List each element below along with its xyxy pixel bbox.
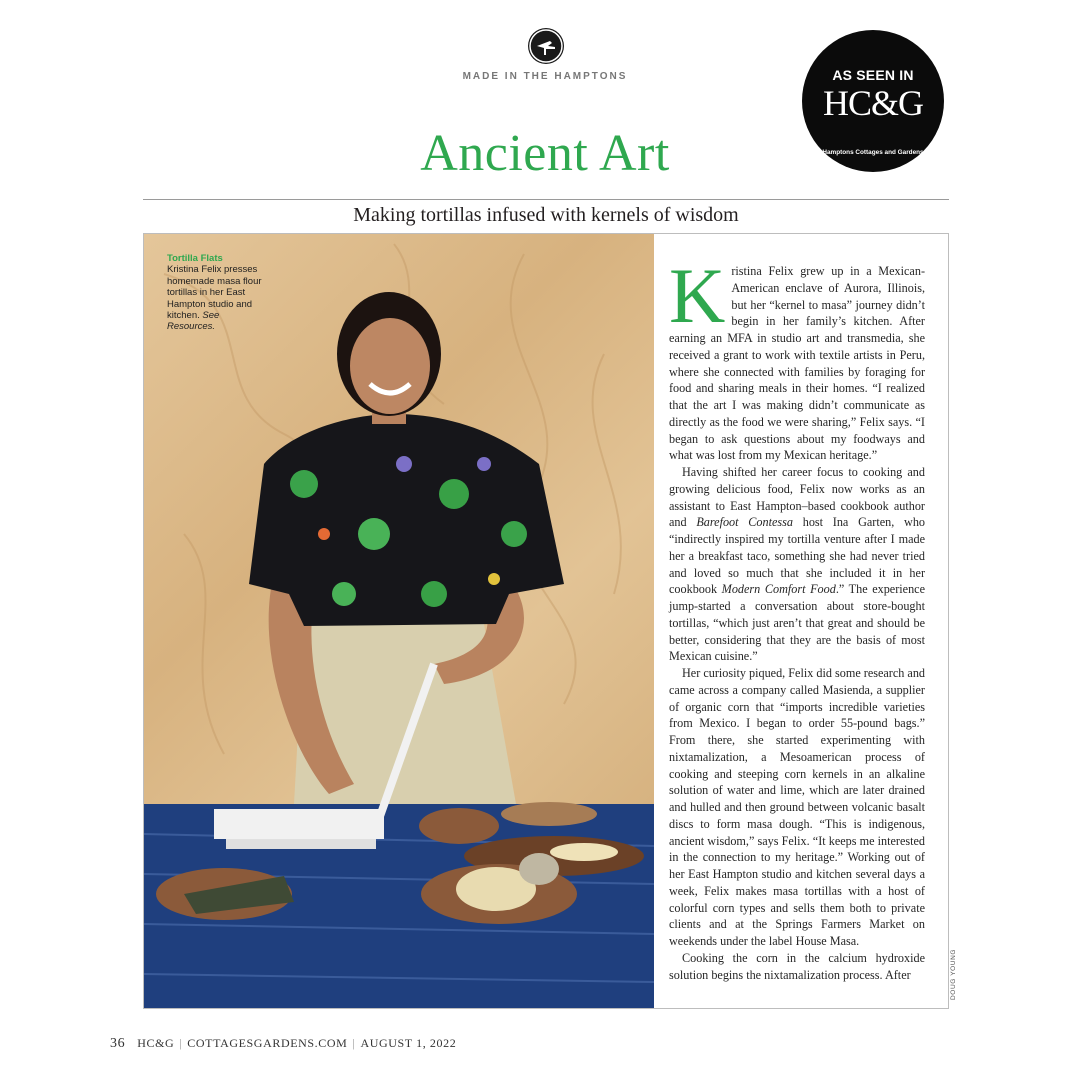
paragraph-2-text-b: host Ina Garten, who “indirectly inspired my tortilla venture after I made her a breakfast taco, something she had never tried and loved so much that she included it in her cookbook bbox=[669, 515, 926, 597]
publication-name: HC&G bbox=[137, 1036, 175, 1050]
photo-caption bbox=[167, 253, 262, 333]
show-title: Barefoot Contessa bbox=[696, 515, 793, 530]
page-number: 36 bbox=[110, 1036, 126, 1051]
photo-credit: DOUG YOUNG bbox=[950, 948, 957, 1000]
paragraph-1 bbox=[669, 252, 925, 464]
paragraph-2-text-a: Having shifted her career focus to cooking and growing delicious food, Felix now works as an assistant to East Hampton–based cookbook author and bbox=[669, 465, 925, 530]
paragraph-2 bbox=[669, 464, 925, 665]
badge-top-text: AS SEEN IN bbox=[832, 67, 914, 83]
website: COTTAGESGARDENS.COM bbox=[187, 1036, 348, 1050]
section-logo-icon bbox=[528, 28, 564, 64]
caption-body: Kristina Felix presses homemade masa flour tortillas in her East Hampton studio and kitchen. bbox=[167, 264, 262, 322]
book-title: Modern Comfort Food bbox=[721, 582, 836, 597]
issue-date: AUGUST 1, 2022 bbox=[360, 1036, 457, 1050]
paragraph-3: Her curiosity piqued, Felix did some research and came across a company called Masienda, a supplier of organic corn that “imports incredible varieties from Mexico. I began to order 55-pound bags.” From there, she started experimenting with nixtamalization, a Mesoamerican process of cooking and steeping corn kernels in an alkaline solution of water and lime, which are later drained and hulled and then ground between volcanic basalt discs to form masa dough. “This is indigenous, ancient wisdom,” says Felix. “It keeps me interested in the connection to my heritage.” Working out of her East Hampton studio and kitchen several days a week, Felix makes masa tortillas with a host of colorful corn types and sells them both to private clients and at the Springs Farmers Market on weekends under the label House Masa. bbox=[669, 666, 926, 948]
paragraph-4: Cooking the corn in the calcium hydroxide solution begins the nixtamalization process. After bbox=[669, 950, 925, 982]
paragraph-1-text: ristina Felix grew up in a Mexican-American enclave of Aurora, Illinois, but her “kernel to masa” journey didn’t begin in her family’s kitchen. After earning an MFA in studio art and transmedia, she received a grant to work with textile artists in Peru, where she connected with families by foraging for food and sharing meals in their homes. “I realized that the art I was making didn’t communicate as directly as the food we were sharing,” Felix says. “I began to ask questions about my foodways and what was lost from my Mexican heritage.” bbox=[669, 264, 925, 463]
badge-subtitle: Hamptons Cottages and Gardens bbox=[822, 149, 924, 156]
woman-pressing-tortillas-photo bbox=[144, 234, 654, 1008]
article-body bbox=[669, 252, 926, 983]
footer-separator: | bbox=[179, 1036, 183, 1050]
caption-reference: See Resources. bbox=[167, 310, 220, 333]
section-label: MADE IN THE HAMPTONS bbox=[462, 71, 628, 82]
badge-logo: HC&G bbox=[822, 83, 923, 123]
footer-separator: | bbox=[352, 1036, 356, 1050]
as-seen-in-badge bbox=[802, 30, 944, 172]
drop-cap: K bbox=[669, 252, 726, 339]
caption-heading: Tortilla Flats bbox=[167, 253, 223, 264]
page-footer bbox=[110, 1036, 456, 1052]
title-divider bbox=[143, 199, 949, 200]
page-title: Ancient Art bbox=[420, 125, 670, 182]
subtitle: Making tortillas infused with kernels of wisdom bbox=[353, 204, 739, 226]
paragraph-2-text-c: .” The experience jump-started a conversation about store-bought tortillas, “which just aren’t that great and should be better, considering that they are the basis of most Mexican cuisine.” bbox=[669, 582, 925, 664]
